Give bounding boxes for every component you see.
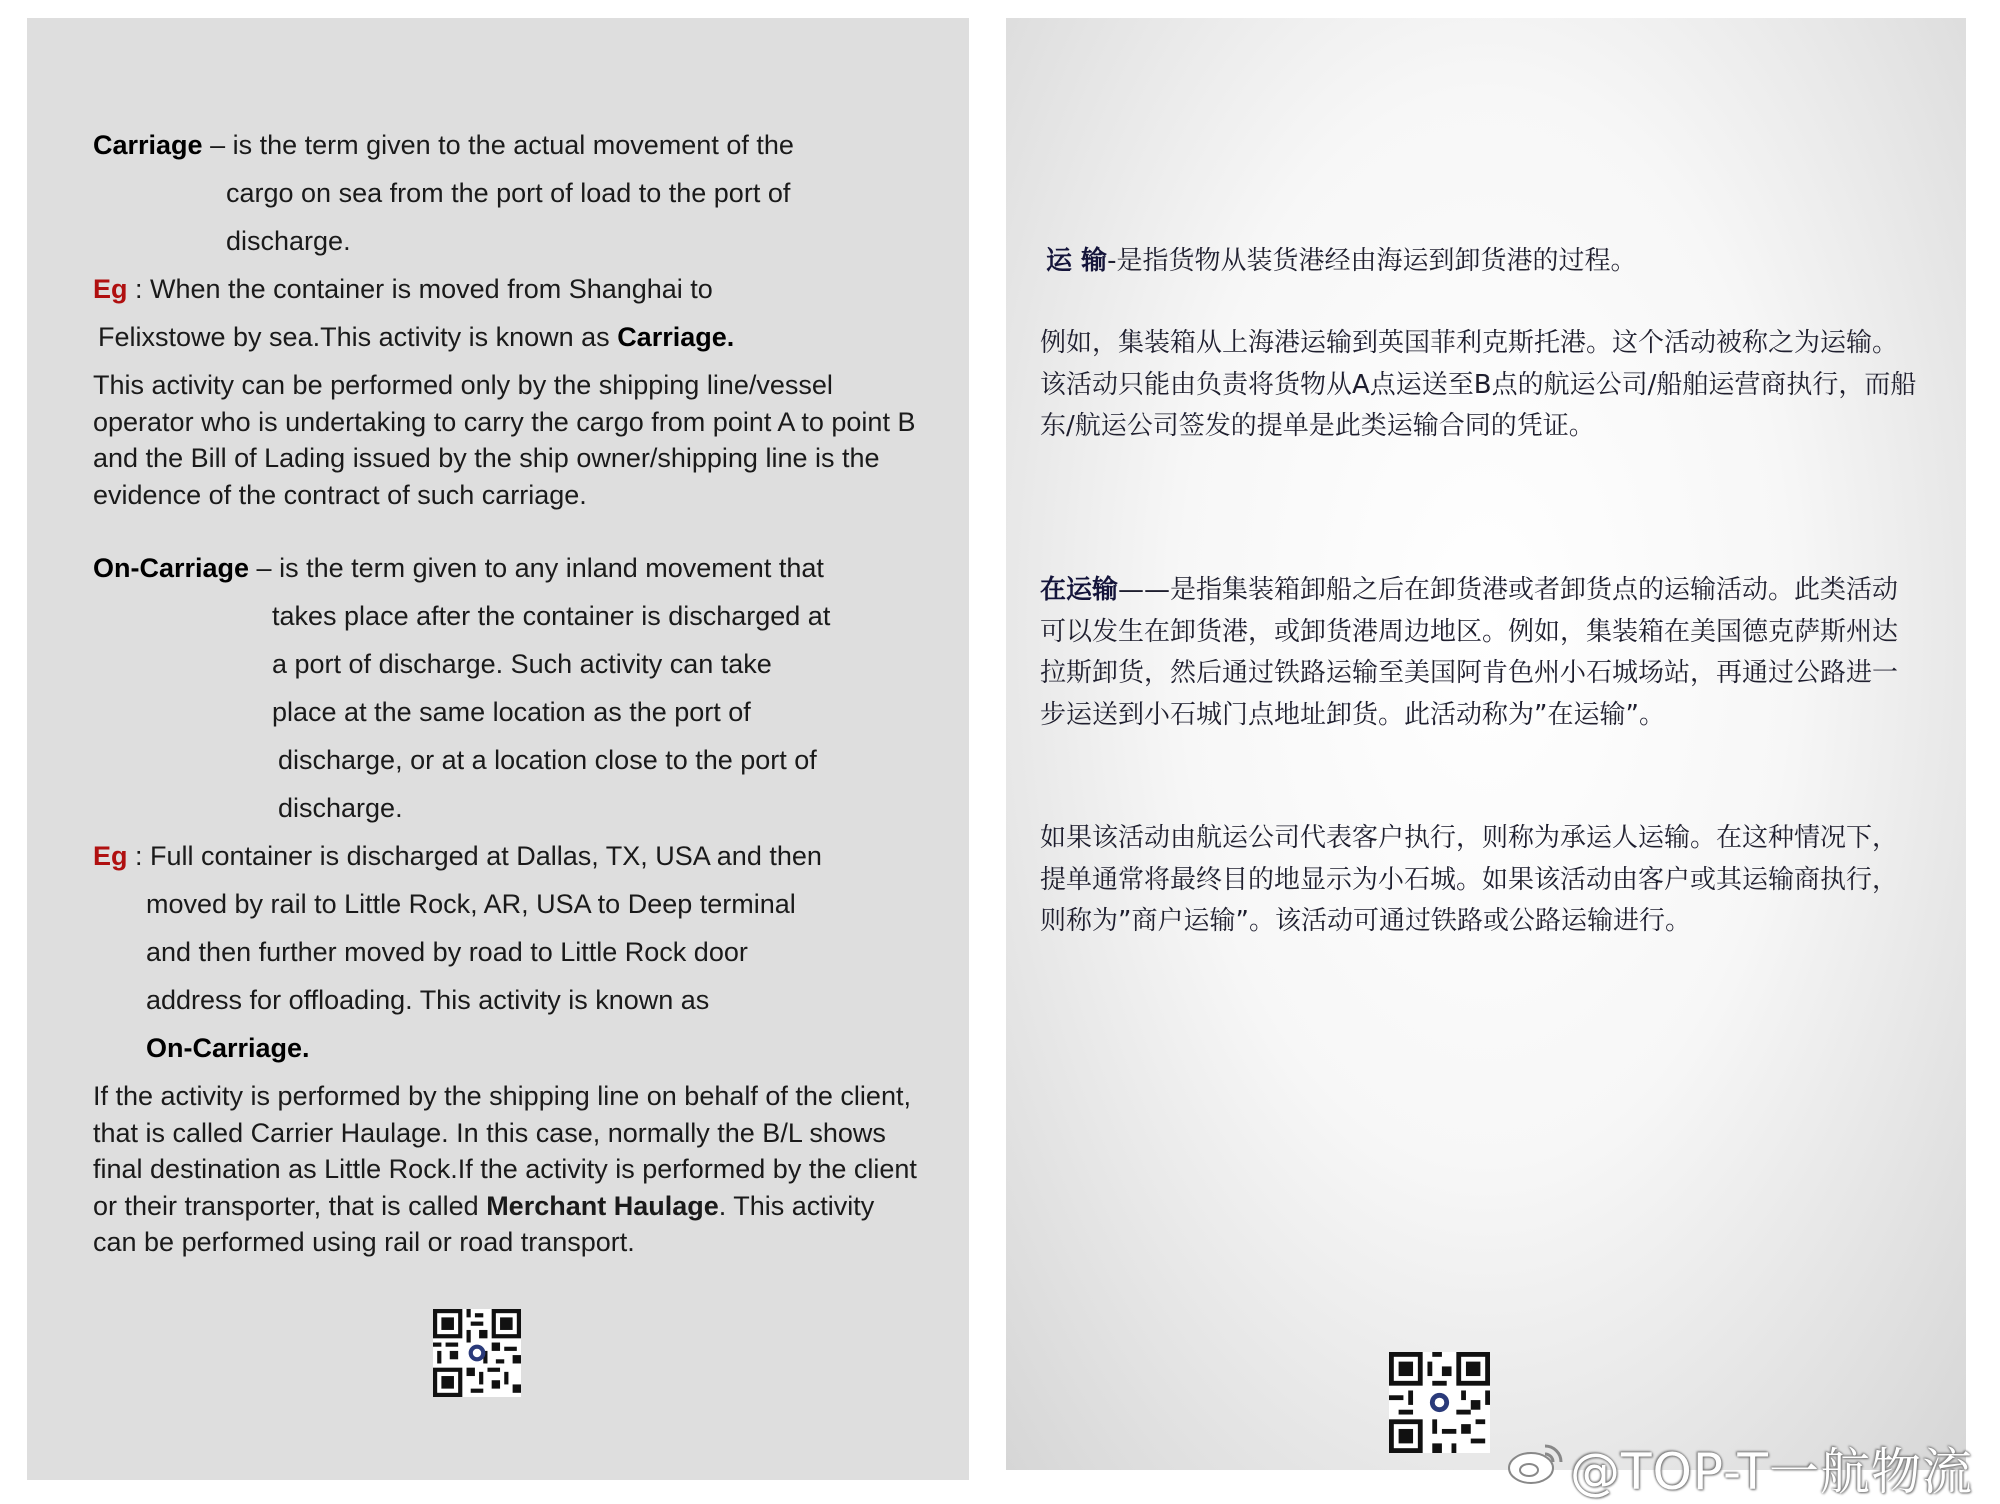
carriage-cn-paragraph: 例如，集装箱从上海港运输到英国菲利克斯托港。这个活动被称之为运输。该活动只能由负责将货物从A点运送至B点的航运公司/船舶运营商执行，而船东/航运公司签发的提单是此类运输合同的凭证。	[1040, 328, 1917, 441]
oncarriage-cn-term: 在运输	[1040, 575, 1119, 605]
carriage-definition-line2: cargo on sea from the port of load to the port of	[226, 178, 791, 208]
oncarriage-cn-definition: 在运输——是指集装箱卸船之后在卸货港或者卸货点的运输活动。此类活动可以发生在卸货港，或卸货港周边地区。例如，集装箱在美国德克萨斯州达拉斯卸货，然后通过铁路运输至美国阿肯色州小石城场站，再通过公路进一步运送到小石城门点地址卸货。此活动称为”在运输”。	[1040, 575, 1899, 730]
carriage-cn-definition: 运 输-是指货物从装货港经由海运到卸货港的过程。	[1046, 246, 1637, 276]
oncarriage-definition-line6: discharge.	[278, 793, 403, 823]
oncarriage-definition-line1: On-Carriage – is the term given to any inland movement that	[93, 553, 824, 583]
carriage-example-line1: Eg : When the container is moved from Shanghai to	[93, 274, 713, 304]
oncarriage-example-line2: moved by rail to Little Rock, AR, USA to Deep terminal	[146, 889, 796, 919]
watermark: @TOP-T一航物流	[1570, 1443, 1973, 1501]
oncarriage-cn-paragraph: 如果该活动由航运公司代表客户执行，则称为承运人运输。在这种情况下，提单通常将最终目的地显示为小石城。如果该活动由客户或其运输商执行，则称为”商户运输”。该活动可通过铁路或公路运输进行。	[1040, 823, 1899, 936]
carriage-definition-line1: Carriage – is the term given to the actual movement of the	[93, 130, 794, 160]
oncarriage-example-line3: and then further moved by road to Little Rock door	[146, 937, 748, 967]
eg-label: Eg	[93, 841, 128, 871]
oncarriage-definition-line3: a port of discharge. Such activity can take	[272, 649, 772, 679]
oncarriage-definition-line4: place at the same location as the port of	[272, 697, 751, 727]
oncarriage-example-line1: Eg : Full container is discharged at Dallas, TX, USA and then	[93, 841, 822, 871]
carriage-cn-term: 运 输	[1046, 246, 1108, 276]
carriage-paragraph: This activity can be performed only by the shipping line/vessel operator who is undertaking to carry the cargo from point A to point B and the Bill of Lading issued by the ship owner/shipping line is the evidence of the contract of such carriage.	[93, 370, 916, 510]
qr-code-icon	[432, 1309, 522, 1397]
right-page	[1006, 18, 1966, 1470]
carriage-definition-line3: discharge.	[226, 226, 351, 256]
qr-code-icon	[1389, 1352, 1490, 1453]
oncarriage-definition-line5: discharge, or at a location close to the port of	[278, 745, 817, 775]
oncarriage-paragraph: If the activity is performed by the shipping line on behalf of the client, that is called Carrier Haulage. In this case, normally the B/L shows final destination as Little Rock.If the activity is performed by the client or their transporter, that is called Merchant Haulage. This activity can be performed using rail or road transport.	[93, 1081, 917, 1257]
eg-label: Eg	[93, 274, 128, 304]
carriage-example-line2: Felixstowe by sea.This activity is known as Carriage.	[98, 322, 735, 352]
oncarriage-example-line4: address for offloading. This activity is known as	[146, 985, 710, 1015]
oncarriage-definition-line2: takes place after the container is discharged at	[272, 601, 831, 631]
carriage-term: Carriage	[93, 130, 203, 160]
oncarriage-term: On-Carriage	[93, 553, 250, 583]
weibo-logo-icon	[1505, 1440, 1567, 1486]
oncarriage-example-term: On-Carriage.	[146, 1033, 310, 1063]
